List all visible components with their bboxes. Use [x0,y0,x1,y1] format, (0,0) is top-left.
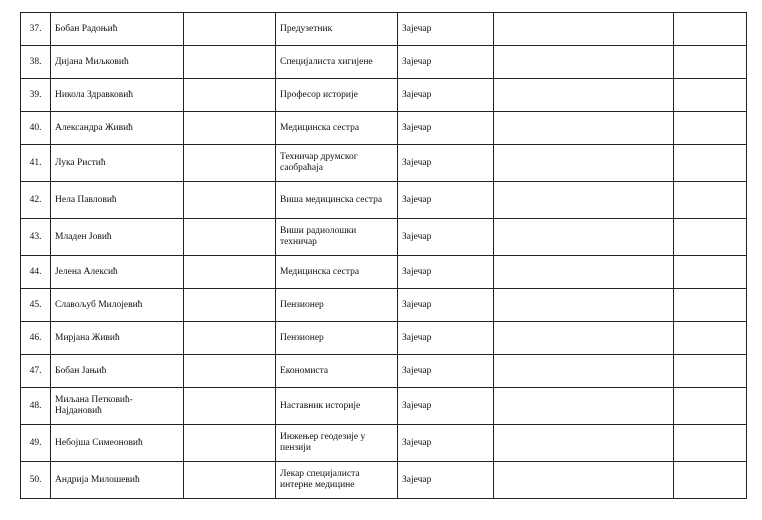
occupation: Инжењер геодезије у пензији [276,425,398,462]
occupation: Пензионер [276,289,398,322]
row-number: 46. [21,322,51,355]
person-name: Бобан Јањић [51,355,184,388]
city: Зајечар [398,182,494,219]
row-number: 44. [21,256,51,289]
person-name: Никола Здравковић [51,79,184,112]
table-row [21,79,747,112]
empty-cell [494,79,674,112]
occupation: Виша медицинска сестра [276,182,398,219]
row-number: 42. [21,182,51,219]
city: Зајечар [398,289,494,322]
city: Зајечар [398,79,494,112]
row-number: 49. [21,425,51,462]
person-name: Андрија Милошевић [51,462,184,499]
city: Зајечар [398,46,494,79]
row-number: 43. [21,219,51,256]
empty-cell [674,79,747,112]
empty-cell [494,322,674,355]
empty-cell [674,46,747,79]
empty-cell [674,182,747,219]
table-row [21,145,747,182]
empty-cell [184,289,276,322]
occupation: Пензионер [276,322,398,355]
occupation: Наставник историје [276,388,398,425]
empty-cell [674,145,747,182]
empty-cell [184,355,276,388]
table-body [21,13,747,499]
row-number: 48. [21,388,51,425]
occupation: Предузетник [276,13,398,46]
row-number: 50. [21,462,51,499]
empty-cell [674,462,747,499]
empty-cell [494,462,674,499]
candidate-table [20,12,747,499]
city: Зајечар [398,355,494,388]
person-name: Небојша Симеоновић [51,425,184,462]
city: Зајечар [398,145,494,182]
empty-cell [494,355,674,388]
page-footer-fragment [270,510,470,512]
row-number: 47. [21,355,51,388]
table-row [21,388,747,425]
occupation: Медицинска сестра [276,256,398,289]
empty-cell [184,425,276,462]
person-name: Миљана Петковић-Најдановић [51,388,184,425]
empty-cell [494,425,674,462]
row-number: 38. [21,46,51,79]
person-name: Бобан Радоњић [51,13,184,46]
occupation: Професор историје [276,79,398,112]
empty-cell [184,322,276,355]
empty-cell [184,13,276,46]
empty-cell [674,289,747,322]
empty-cell [494,13,674,46]
occupation: Лекар специјалиста интерне медицине [276,462,398,499]
row-number: 40. [21,112,51,145]
occupation: Специјалиста хигијене [276,46,398,79]
person-name: Јелена Алексић [51,256,184,289]
table-row [21,46,747,79]
empty-cell [674,388,747,425]
table-row [21,182,747,219]
table-row [21,289,747,322]
table-row [21,256,747,289]
empty-cell [184,388,276,425]
empty-cell [184,219,276,256]
empty-cell [674,355,747,388]
empty-cell [184,79,276,112]
city: Зајечар [398,322,494,355]
empty-cell [494,112,674,145]
row-number: 37. [21,13,51,46]
person-name: Младен Јовић [51,219,184,256]
person-name: Александра Живић [51,112,184,145]
empty-cell [674,425,747,462]
table-row [21,322,747,355]
row-number: 45. [21,289,51,322]
occupation: Техничар друмског саобраћаја [276,145,398,182]
table-row [21,219,747,256]
person-name: Мирјана Живић [51,322,184,355]
empty-cell [674,219,747,256]
empty-cell [184,112,276,145]
city: Зајечар [398,112,494,145]
empty-cell [674,322,747,355]
empty-cell [494,145,674,182]
empty-cell [674,256,747,289]
empty-cell [494,219,674,256]
city: Зајечар [398,13,494,46]
empty-cell [494,182,674,219]
empty-cell [494,46,674,79]
empty-cell [494,256,674,289]
city: Зајечар [398,388,494,425]
empty-cell [184,182,276,219]
city: Зајечар [398,462,494,499]
empty-cell [184,462,276,499]
table-row [21,13,747,46]
city: Зајечар [398,256,494,289]
table-row [21,355,747,388]
person-name: Лука Ристић [51,145,184,182]
empty-cell [184,145,276,182]
occupation: Медицинска сестра [276,112,398,145]
row-number: 39. [21,79,51,112]
empty-cell [184,256,276,289]
occupation: Виши радиолошки техничар [276,219,398,256]
person-name: Нела Павловић [51,182,184,219]
occupation: Економиста [276,355,398,388]
person-name: Дијана Миљковић [51,46,184,79]
person-name: Славољуб Милојевић [51,289,184,322]
empty-cell [494,289,674,322]
table-row [21,462,747,499]
empty-cell [674,13,747,46]
empty-cell [184,46,276,79]
city: Зајечар [398,219,494,256]
empty-cell [674,112,747,145]
table-row [21,112,747,145]
city: Зајечар [398,425,494,462]
empty-cell [494,388,674,425]
row-number: 41. [21,145,51,182]
table-row [21,425,747,462]
